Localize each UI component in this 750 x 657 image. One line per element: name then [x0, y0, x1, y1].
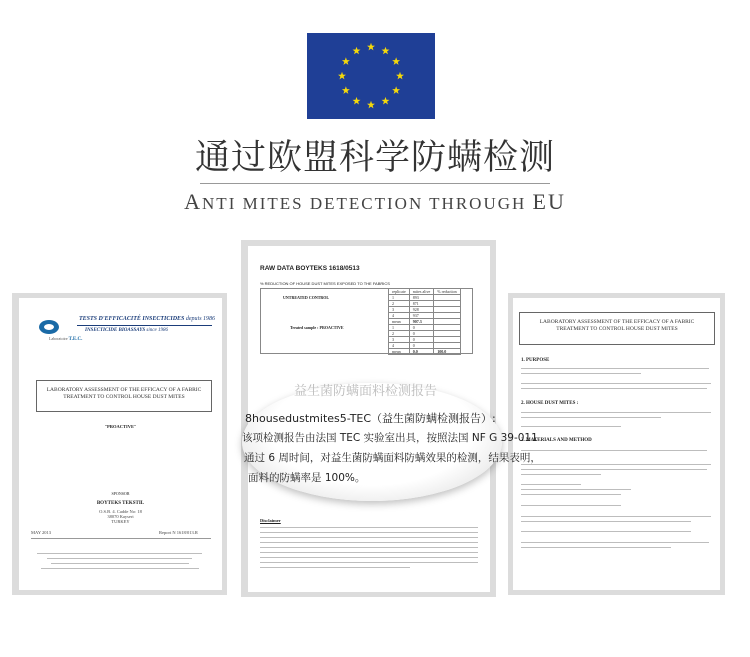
eu-star-icon: [342, 86, 350, 94]
footer-text-line: [47, 558, 192, 559]
table-row: 3 928: [389, 307, 461, 313]
left-report-title-box: LABORATORY ASSESSMENT OF THE EFFICACY OF A FABRIC TREATMENT TO CONTROL HOUSE DUST MITES: [36, 380, 212, 412]
header-underline: [77, 325, 212, 326]
disclaimer-line: [260, 542, 478, 543]
disclaimer-label: Disclaimer: [260, 518, 281, 523]
table-row: 4 0: [389, 343, 461, 349]
disclaimer-line: [260, 532, 478, 533]
english-title-end: EU: [532, 189, 566, 214]
eu-star-icon: [367, 43, 375, 51]
table-row: mean 907.3: [389, 319, 461, 325]
eu-star-icon: [382, 47, 390, 55]
text-line: [521, 489, 631, 490]
eu-star-icon: [392, 86, 400, 94]
report-date: MAY 2013: [31, 530, 52, 535]
right-report-title-box: LABORATORY ASSESSMENT OF THE EFFICACY OF A FABRIC TREATMENT TO CONTROL HOUSE DUST MITES: [519, 312, 715, 345]
sponsor-address-3: TURKEY: [111, 519, 130, 524]
lab-name: Laboratoire T.E.C.: [49, 336, 83, 342]
table-row: mean 0.0 100.0: [389, 349, 461, 355]
disclaimer-line: [260, 562, 478, 563]
text-line: [521, 494, 621, 495]
eu-star-icon: [353, 97, 361, 105]
text-line: [521, 474, 601, 475]
left-document: [19, 298, 222, 590]
text-line: [521, 426, 621, 427]
sponsor-label: SPONSOR: [111, 491, 130, 496]
raw-data-table: [388, 288, 461, 355]
eu-star-icon: [342, 57, 350, 65]
table-row: 2 871: [389, 301, 461, 307]
footer-text-line: [41, 568, 199, 569]
table-row: 2 0: [389, 331, 461, 337]
eu-star-icon: [338, 72, 346, 80]
eu-star-icon: [367, 101, 375, 109]
disclaimer-line: [260, 547, 478, 548]
sponsor-address-2: 38070 Kayseri: [107, 514, 134, 519]
eu-star-icon: [392, 57, 400, 65]
table-row: 4 937: [389, 313, 461, 319]
text-line: [521, 542, 709, 543]
raw-data-subtitle: % REDUCTION OF HOUSE DUST MITES EXPOSED TO THE FABRICS: [260, 281, 390, 286]
eu-flag-icon: [307, 33, 435, 119]
footer-divider: [31, 538, 211, 539]
english-title-middle: NTI MITES DETECTION THROUGH: [202, 194, 533, 213]
eu-star-icon: [353, 47, 361, 55]
text-line: [521, 531, 691, 532]
text-line: [521, 484, 581, 485]
magnified-line-4: 面料的防螨率是 100%。: [248, 472, 366, 484]
table-header: % reduction: [434, 289, 460, 295]
table-header: replicate: [389, 289, 410, 295]
text-line: [521, 521, 691, 522]
chinese-title: 通过欧盟科学防螨检测: [194, 138, 555, 178]
eu-star-icon: [382, 97, 390, 105]
left-header-line1: TESTS D'EFFICACITÉ INSECTICIDES depuis 1986: [79, 316, 216, 322]
tec-logo-icon: [37, 317, 71, 337]
text-line: [521, 505, 621, 506]
text-line: [521, 547, 671, 548]
magnified-line-1: 8housedustmites5-TEC（益生菌防螨检测报告）:: [245, 412, 496, 425]
magnified-line-2: 该项检测报告由法国 TEC 实验室出具，按照法国 NF G 39-011: [242, 432, 538, 444]
text-line: [521, 417, 661, 418]
section-materials-method: 3. MATERIALS AND METHOD: [521, 438, 592, 443]
text-line: [521, 388, 707, 389]
product-name: "PROACTIVE": [104, 424, 137, 429]
english-title: [0, 189, 750, 215]
disclaimer-line: [260, 567, 410, 568]
text-line: [521, 450, 707, 451]
footer-text-line: [51, 563, 189, 564]
treated-label: Treated sample : PROACTIVE: [290, 325, 344, 330]
title-divider: [200, 183, 550, 184]
section-purpose: 1. PURPOSE: [521, 358, 550, 363]
sponsor-address-1: O.S.B. 4. Cadde No: 18: [99, 509, 142, 514]
text-line: [521, 383, 711, 384]
untreated-label: UNTREATED CONTROL: [283, 295, 330, 300]
text-line: [521, 373, 641, 374]
table-header-row: [389, 289, 461, 295]
text-line: [521, 469, 707, 470]
magnified-line-3: 通过 6 周时间，对益生菌防螨面料防螨效果的检测，结果表明，: [244, 452, 541, 464]
magnified-faded-heading: 益生菌防螨面料检测报告: [294, 384, 438, 399]
disclaimer-line: [260, 557, 478, 558]
table-row: 3 0: [389, 337, 461, 343]
sponsor-name: BOYTEKS TEKSTIL: [96, 501, 145, 506]
magnifier-lens: [242, 383, 541, 501]
disclaimer-line: [260, 552, 478, 553]
text-line: [521, 412, 711, 413]
english-title-initial: A: [184, 189, 203, 214]
section-house-dust-mites: 2. HOUSE DUST MITES :: [521, 401, 579, 406]
table-row: 1 0: [389, 325, 461, 331]
text-line: [521, 464, 711, 465]
right-document: [513, 298, 720, 590]
table-header: mites alive: [409, 289, 433, 295]
footer-text-line: [37, 553, 202, 554]
eu-star-icon: [396, 72, 404, 80]
text-line: [521, 516, 711, 517]
report-number: Report N 1618/013.R: [159, 530, 198, 535]
text-line: [521, 368, 709, 369]
left-header-line2: INSECTICIDE BIOASSAYS since 1986: [85, 328, 168, 333]
disclaimer-line: [260, 537, 478, 538]
raw-data-title: RAW DATA BOYTEKS 1618/0513: [260, 265, 360, 272]
table-row: 1 893: [389, 295, 461, 301]
disclaimer-line: [260, 527, 478, 528]
